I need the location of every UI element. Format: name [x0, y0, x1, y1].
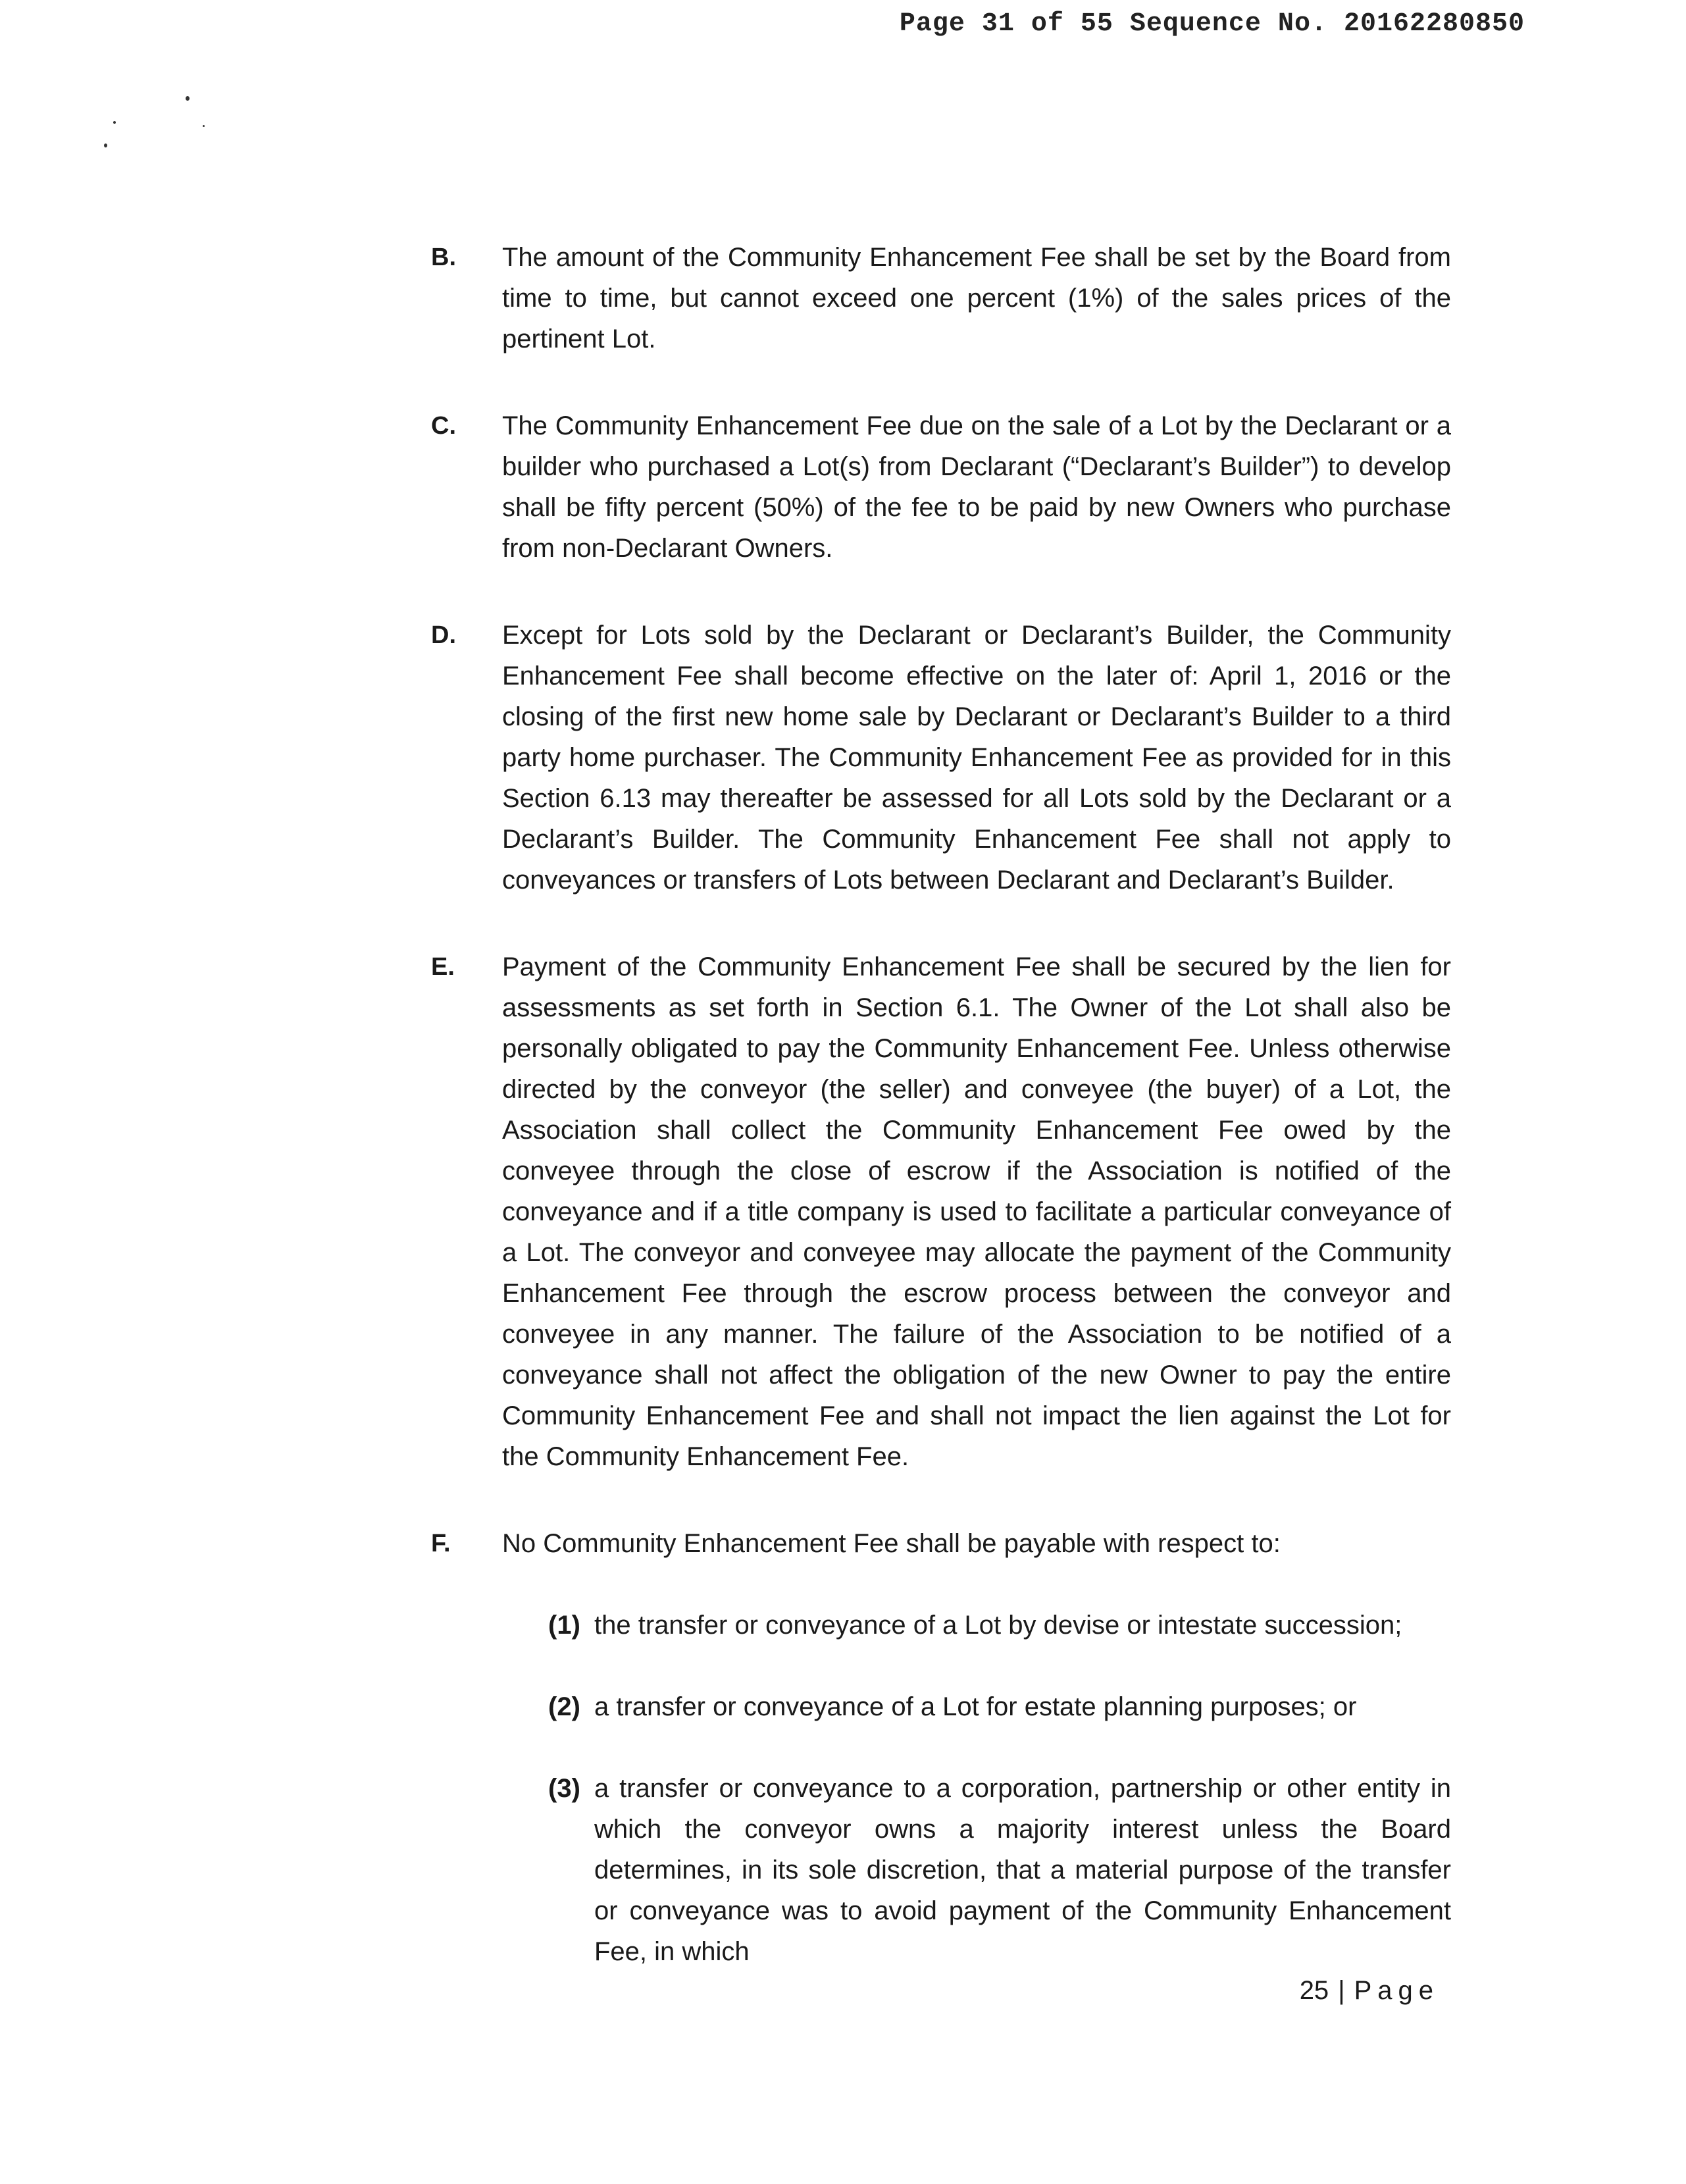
paragraph-text: Payment of the Community Enhancement Fee shall be secured by the lien for assessments as set forth in Section 6.1. The Owner of the Lot shall also be personally obligated to pay the Community Enhancement Fee. Unless otherwise directed by the conveyor (the seller) and conveyee (the buyer) of a Lot, the Association shall collect the Community Enhancement Fee owed by the conveyee through the close of escrow if the Association is notified of the conveyance and if a title company is used to facilitate a particular conveyance of a Lot. The conveyor and conveyee may allocate the payment of the Community Enhancement Fee through the escrow process between the conveyor and conveyee in any manner. The failure of the Association to be notified of a conveyance shall not affect the obligation of the new Owner to pay the entire Community Enhancement Fee and shall not impact the lien against the Lot for the Community Enhancement Fee.: [502, 952, 1451, 1471]
paragraph-e: [431, 947, 1451, 1477]
paragraph-label: C.: [431, 412, 456, 440]
list-item: [548, 1605, 1451, 1646]
scan-speck: [186, 96, 190, 101]
list-item-text: the transfer or conveyance of a Lot by devise or intestate succession;: [594, 1611, 1402, 1640]
page-word: Page: [1354, 1976, 1439, 2005]
list-item: [548, 1686, 1451, 1727]
scan-speck: [104, 143, 107, 147]
footer-separator: |: [1338, 1976, 1345, 2005]
paragraph-text: The Community Enhancement Fee due on the sale of a Lot by the Declarant or a builder who purchased a Lot(s) from Declarant (“Declarant’s Builder”) to develop shall be fifty percent (50%) of the fee to be paid by new Owners who purchase from non-Declarant Owners.: [502, 411, 1451, 563]
page-number: 25: [1299, 1976, 1329, 2005]
scan-speck: [203, 125, 205, 127]
paragraph-c: [431, 405, 1451, 569]
scan-specks: [99, 92, 211, 158]
page-footer: [1300, 1976, 1439, 2006]
paragraph-d: [431, 615, 1451, 900]
paragraph-label: B.: [431, 244, 456, 271]
sequence-header: Page 31 of 55 Sequence No. 20162280850: [899, 9, 1525, 39]
list-item-text: a transfer or conveyance to a corporation, partnership or other entity in which the conveyor owns a majority interest unless the Board determines, in its sole discretion, that a material purpose of the transfer or conveyance was to avoid payment of the Community Enhancement Fee, in which: [594, 1774, 1451, 1966]
paragraph-label: E.: [431, 953, 455, 981]
paragraph-text: The amount of the Community Enhancement Fee shall be set by the Board from time to time, but cannot exceed one percent (1%) of the sales prices of the pertinent Lot.: [502, 243, 1451, 353]
paragraph-f: [431, 1523, 1451, 1564]
list-item-label: (1): [548, 1611, 580, 1640]
paragraph-text: Except for Lots sold by the Declarant or Declarant’s Builder, the Community Enhancement Fee shall become effective on the later of: April 1, 2016 or the closing of the first new home sale by Declarant or Declarant’s Builder to a third party home purchaser. The Community Enhancement Fee as provided for in this Section 6.13 may thereafter be assessed for all Lots sold by the Declarant or a Declarant’s Builder. The Community Enhancement Fee shall not apply to conveyances or transfers of Lots between Declarant and Declarant’s Builder.: [502, 621, 1451, 895]
paragraph-b: [431, 237, 1451, 359]
paragraph-text: No Community Enhancement Fee shall be payable with respect to:: [502, 1529, 1281, 1558]
exemption-list: [548, 1605, 1451, 1972]
scan-speck: [113, 121, 116, 124]
list-item-text: a transfer or conveyance of a Lot for estate planning purposes; or: [594, 1692, 1357, 1721]
list-item-label: (2): [548, 1692, 580, 1721]
document-body: [431, 237, 1451, 2013]
list-item-label: (3): [548, 1774, 580, 1803]
paragraph-label: F.: [431, 1530, 451, 1557]
paragraph-label: D.: [431, 621, 456, 649]
list-item: [548, 1768, 1451, 1972]
